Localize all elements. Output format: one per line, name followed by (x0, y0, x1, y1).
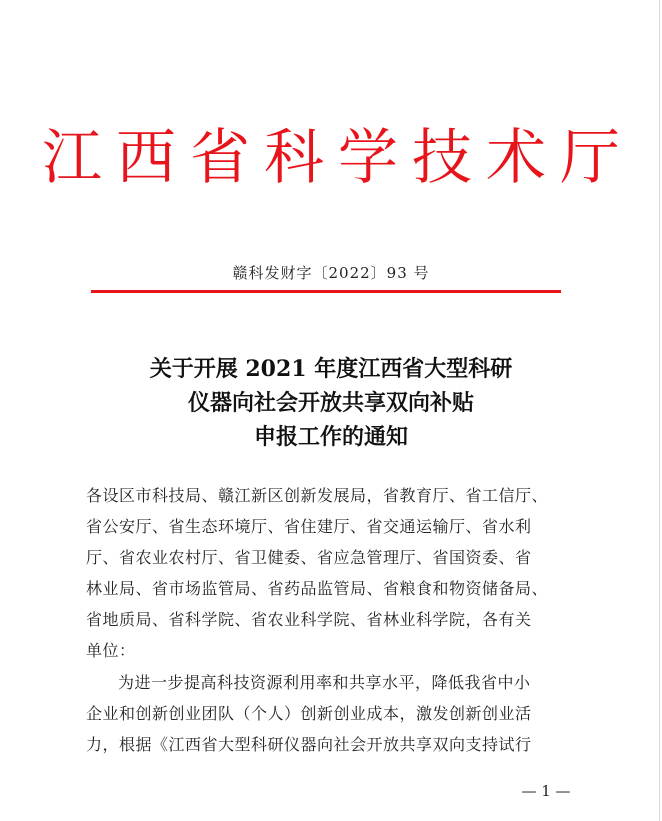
addressee-line: 单位： (86, 641, 136, 660)
body-line: 企业和创新创业团队（个人）创新创业成本，激发创新创业活 (86, 704, 532, 723)
title-line-2: 仪器向社会开放共享双向补贴 (187, 390, 474, 416)
title-line-1: 关于开展 2021 年度江西省大型科研 (149, 356, 513, 382)
body-line: 力，根据《江西省大型科研仪器向社会开放共享双向支持试行 (86, 735, 532, 754)
addressee-line: 省地质局、省科学院、省农业科学院、省林业科学院，各有关 (86, 610, 532, 629)
addressee-line: 林业局、省市场监管局、省药品监管局、省粮食和物资储备局、 (86, 579, 549, 598)
red-separator-line (91, 290, 561, 293)
document-title (0, 352, 662, 454)
page-number: — 1 — (521, 782, 571, 800)
addressee-line: 厅、省农业农村厅、省卫健委、省应急管理厅、省国资委、省 (86, 548, 532, 567)
document-number: 赣科发财字〔2022〕93 号 (232, 264, 430, 282)
addressee-line: 各设区市科技局、赣江新区创新发展局，省教育厅、省工信厅、 (86, 486, 549, 505)
issuing-authority-masthead: 江西省科学技术厅 (42, 123, 634, 193)
addressee-line: 省公安厅、省生态环境厅、省住建厅、省交通运输厅、省水利 (86, 517, 532, 536)
body-line: 为进一步提高科技资源利用率和共享水平，降低我省中小 (118, 673, 531, 692)
addressee-list (86, 480, 582, 666)
title-line-3: 申报工作的通知 (253, 424, 408, 450)
body-paragraph (86, 667, 582, 760)
